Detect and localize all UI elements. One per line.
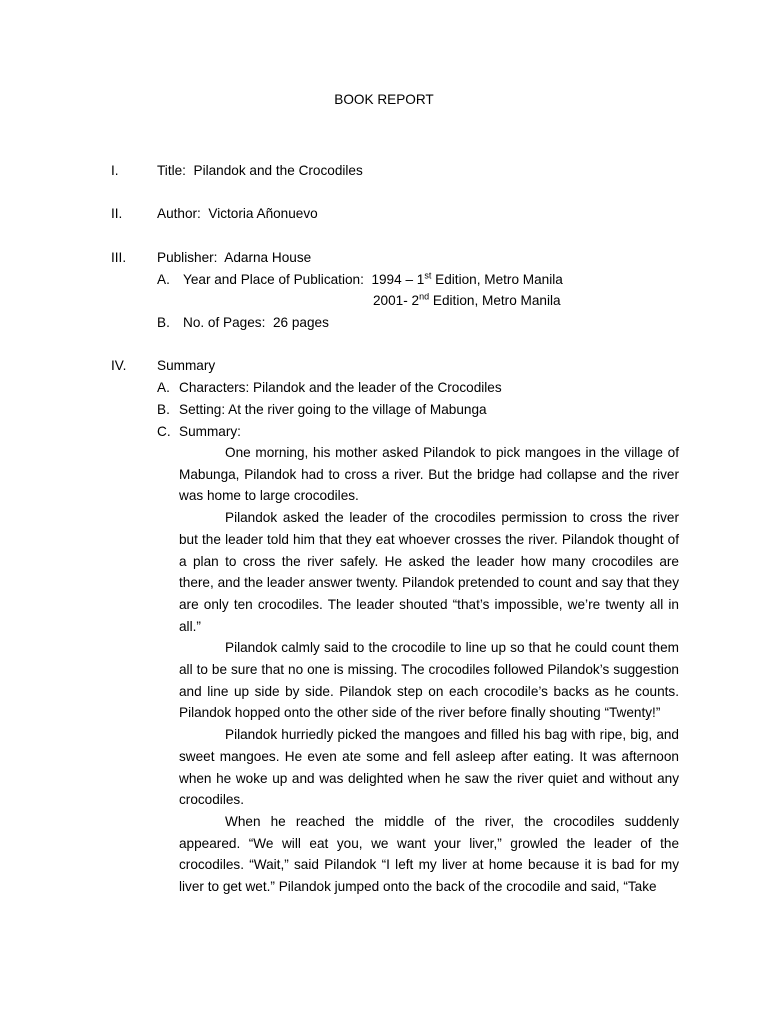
item-letter: A. xyxy=(157,380,170,395)
summary-paragraph: When he reached the middle of the river, the crocodiles suddenly appeared. “We will eat you, we want your liver,” growled the leader of the crocodiles. “Wait,” said Pilandok “I left my liver at home because it is bad for my liver to get wet.” Pilandok jumped onto the back of the crocodile and said, “Take xyxy=(179,813,679,895)
summary-label: Summary xyxy=(157,358,216,373)
pages-label: No. of Pages: xyxy=(183,315,266,330)
edition-1-year: 1994 – 1 xyxy=(371,272,425,287)
section-number: I. xyxy=(111,163,119,178)
pages-line xyxy=(183,315,329,331)
author-label: Author: xyxy=(157,206,201,221)
section-number: IV. xyxy=(111,358,127,373)
author-value: Victoria Añonuevo xyxy=(208,206,318,221)
section-number: III. xyxy=(111,250,127,265)
edition-2-year: 2001- 2 xyxy=(373,293,420,308)
summary-sub-label: Summary: xyxy=(179,424,241,439)
summary-paragraph: Pilandok calmly said to the crocodile to line up so that he could count them all to be sure that no one is missing. The crocodiles followed Pilandok’s suggestion and line up side by side. Pilandok step on each crocodile’s backs as he counts. Pilandok hopped onto the other side of the river before finally shouting “Twenty!” xyxy=(179,640,679,721)
setting-text: Setting: At the river going to the village of Mabunga xyxy=(179,402,487,417)
edition-2-suffix: nd xyxy=(419,291,430,302)
author-line xyxy=(157,206,318,222)
publisher-line xyxy=(157,250,311,266)
summary-paragraph: Pilandok hurriedly picked the mangoes and filled his bag with ripe, big, and sweet mangoes. He even ate some and fell asleep after eating. It was afternoon when he woke up and was delighted when he saw the river quiet and without any crocodiles. xyxy=(179,727,679,808)
publication-label: Year and Place of Publication: xyxy=(183,272,364,287)
title-line xyxy=(157,163,363,179)
summary-paragraph: One morning, his mother asked Pilandok to pick mangoes in the village of Mabunga, Pilandok had to cross a river. But the bridge had collapse and the river was home to large crocodiles. xyxy=(179,445,679,504)
pages-value: 26 pages xyxy=(272,315,329,330)
item-letter: B. xyxy=(157,315,170,330)
edition-1-rest: Edition, Metro Manila xyxy=(431,272,563,287)
edition-2-rest: Edition, Metro Manila xyxy=(429,293,561,308)
item-letter: B. xyxy=(157,402,170,417)
item-letter: C. xyxy=(157,424,171,439)
publisher-label: Publisher: xyxy=(157,250,218,265)
edition-2-line xyxy=(373,293,561,309)
document-heading: BOOK REPORT xyxy=(334,92,434,107)
item-letter: A. xyxy=(157,272,170,287)
title-label: Title: xyxy=(157,163,186,178)
summary-body xyxy=(179,442,679,898)
summary-paragraph: Pilandok asked the leader of the crocodiles permission to cross the river but the leader told him that they eat whoever crosses the river. Pilandok thought of a plan to cross the river safely. He asked the leader how many crocodiles are there, and the leader answer twenty. Pilandok pretended to count and say that they are only ten crocodiles. The leader shouted “that’s impossible, we’re twenty all in all.” xyxy=(179,510,679,634)
publisher-value: Adarna House xyxy=(224,250,312,265)
characters-text: Characters: Pilandok and the leader of the Crocodiles xyxy=(179,380,502,395)
title-value: Pilandok and the Crocodiles xyxy=(193,163,363,178)
publication-line xyxy=(183,272,563,288)
section-number: II. xyxy=(111,206,123,221)
edition-1-suffix: st xyxy=(424,270,432,281)
